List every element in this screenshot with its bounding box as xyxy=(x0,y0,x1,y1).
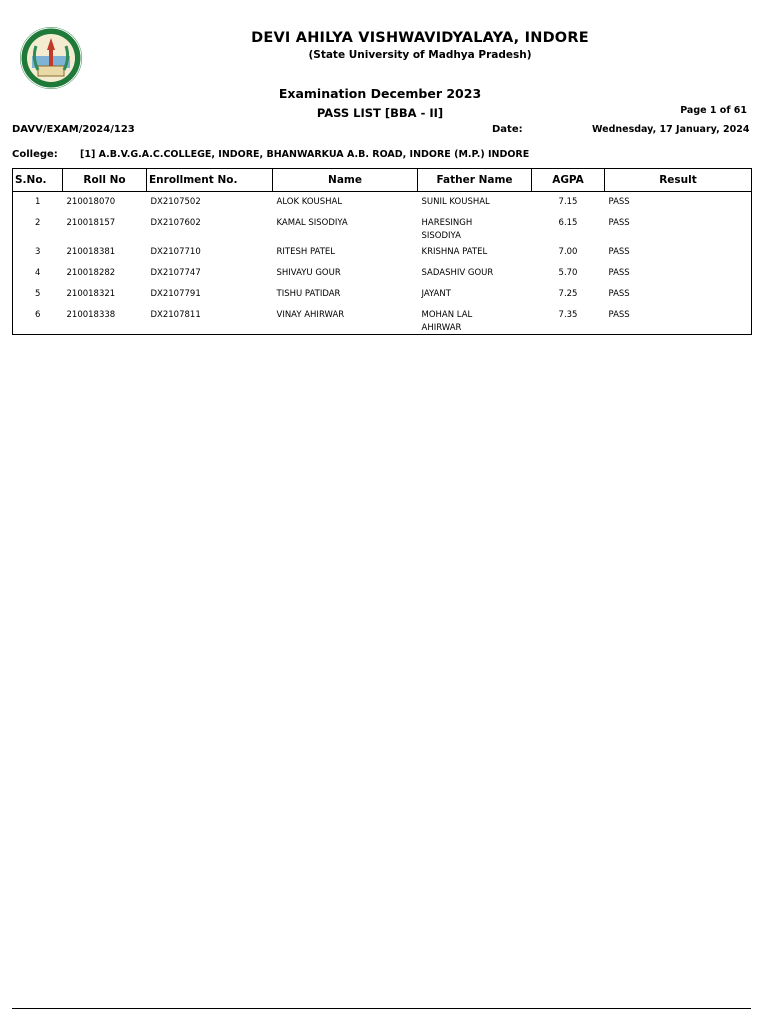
cell-name: ALOK KOUSHAL xyxy=(276,197,343,207)
cell-agpa: 7.15 xyxy=(558,197,578,207)
pass-list-table xyxy=(12,168,752,335)
table-row xyxy=(13,213,752,242)
cell-enrollment: DX2107602 xyxy=(150,218,201,228)
cell-name: KAMAL SISODIYA xyxy=(276,218,348,228)
cell-result: PASS xyxy=(608,218,630,228)
cell-name: TISHU PATIDAR xyxy=(276,289,341,299)
footer-divider xyxy=(12,1008,751,1009)
table-row xyxy=(13,305,752,335)
cell-sno: 2 xyxy=(35,218,41,228)
cell-roll: 210018321 xyxy=(66,289,116,299)
cell-father-name xyxy=(418,305,532,335)
table-row xyxy=(13,284,752,305)
cell-agpa: 7.35 xyxy=(558,310,578,320)
cell-enrollment: DX2107747 xyxy=(150,268,201,278)
col-header-enrollment: Enrollment No. xyxy=(147,169,273,192)
cell-result: PASS xyxy=(608,289,630,299)
col-header-agpa: AGPA xyxy=(532,169,605,192)
cell-agpa: 7.00 xyxy=(558,247,578,257)
university-subtitle: (State University of Madhya Pradesh) xyxy=(308,49,532,61)
date-label: Date: xyxy=(492,124,523,135)
cell-sno: 6 xyxy=(35,310,41,320)
cell-father-name: SADASHIV GOUR xyxy=(421,268,494,278)
cell-name: RITESH PATEL xyxy=(276,247,335,257)
pass-list-title: PASS LIST [BBA - II] xyxy=(316,106,444,120)
cell-enrollment: DX2107811 xyxy=(150,310,201,320)
cell-enrollment: DX2107502 xyxy=(150,197,201,207)
cell-agpa: 5.70 xyxy=(558,268,578,278)
college-value: [1] A.B.V.G.A.C.COLLEGE, INDORE, BHANWARKUA A.B. ROAD, INDORE (M.P.) INDORE xyxy=(80,149,530,160)
cell-father-name: KRISHNA PATEL xyxy=(421,247,488,257)
university-emblem-icon xyxy=(14,26,88,90)
cell-result: PASS xyxy=(608,310,630,320)
college-label: College: xyxy=(12,149,58,160)
cell-sno: 3 xyxy=(35,247,41,257)
page-number: Page 1 of 61 xyxy=(680,105,747,116)
cell-roll: 210018338 xyxy=(66,310,116,320)
cell-result: PASS xyxy=(608,268,630,278)
date-value: Wednesday, 17 January, 2024 xyxy=(592,124,750,135)
cell-result: PASS xyxy=(608,247,630,257)
col-header-roll: Roll No xyxy=(63,169,147,192)
col-header-result: Result xyxy=(605,169,752,192)
table-row xyxy=(13,192,752,214)
table-header-row xyxy=(13,169,752,192)
cell-name: SHIVAYU GOUR xyxy=(276,268,341,278)
cell-sno: 1 xyxy=(35,197,41,207)
cell-sno: 4 xyxy=(35,268,41,278)
cell-roll: 210018381 xyxy=(66,247,116,257)
cell-roll: 210018070 xyxy=(66,197,116,207)
cell-roll: 210018157 xyxy=(66,218,116,228)
university-name: DEVI AHILYA VISHWAVIDYALAYA, INDORE xyxy=(251,30,589,46)
cell-roll: 210018282 xyxy=(66,268,116,278)
cell-agpa: 7.25 xyxy=(558,289,578,299)
cell-father-name xyxy=(418,213,532,242)
father-name-text: MOHAN LAL AHIRWAR xyxy=(421,310,473,333)
cell-father-name: JAYANT xyxy=(421,289,451,299)
table-row xyxy=(13,242,752,263)
col-header-father-name: Father Name xyxy=(418,169,532,192)
col-header-sno: S.No. xyxy=(13,169,63,192)
cell-father-name: SUNIL KOUSHAL xyxy=(421,197,490,207)
father-name-text: HARESINGH SISODIYA xyxy=(421,218,473,241)
cell-enrollment: DX2107710 xyxy=(150,247,201,257)
cell-enrollment: DX2107791 xyxy=(150,289,201,299)
cell-agpa: 6.15 xyxy=(558,218,578,228)
reference-number: DAVV/EXAM/2024/123 xyxy=(12,124,135,135)
cell-name: VINAY AHIRWAR xyxy=(276,310,345,320)
cell-result: PASS xyxy=(608,197,630,207)
exam-title: Examination December 2023 xyxy=(278,86,482,101)
cell-sno: 5 xyxy=(35,289,41,299)
table-row xyxy=(13,263,752,284)
col-header-name: Name xyxy=(273,169,418,192)
